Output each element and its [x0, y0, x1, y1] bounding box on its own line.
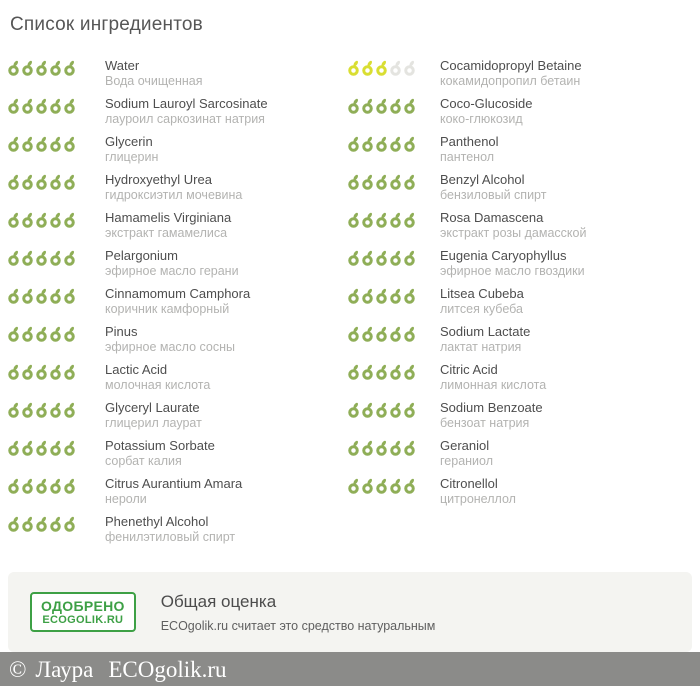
ingredient-row [348, 286, 692, 318]
rating-leaf-icon [404, 478, 416, 494]
rating-leaf-icon [390, 136, 402, 152]
ingredient-name: Cinnamomum Camphora [105, 286, 251, 301]
rating-leaf-icon [376, 440, 388, 456]
ingredient-row [348, 134, 692, 166]
rating-icons [348, 96, 440, 114]
footer-site-link[interactable]: ECOgolik.ru [108, 656, 227, 682]
ingredient-name: Sodium Lactate [440, 324, 531, 339]
ingredient-row [8, 210, 348, 242]
rating-leaf-icon [22, 402, 34, 418]
rating-leaf-icon [362, 98, 374, 114]
rating-leaf-icon [36, 250, 48, 266]
rating-leaf-icon [50, 402, 62, 418]
rating-leaf-icon [50, 98, 62, 114]
rating-leaf-icon [50, 326, 62, 342]
ingredient-row [348, 172, 692, 204]
rating-leaf-icon [362, 174, 374, 190]
ingredient-row [348, 248, 692, 280]
ingredient-names [440, 58, 582, 89]
rating-leaf-icon [36, 136, 48, 152]
ingredient-name-ru: лимонная кислота [440, 378, 547, 392]
ingredient-name: Sodium Benzoate [440, 400, 543, 415]
rating-leaf-icon [36, 60, 48, 76]
rating-leaf-icon [404, 402, 416, 418]
rating-leaf-icon [390, 60, 402, 76]
rating-leaf-icon [8, 136, 20, 152]
rating-icons [8, 438, 105, 456]
ingredient-names [105, 514, 235, 545]
rating-leaf-icon [376, 250, 388, 266]
rating-icons [8, 96, 105, 114]
rating-leaf-icon [64, 174, 76, 190]
ingredients-column-left [8, 58, 348, 552]
ingredient-name-ru: коричник камфорный [105, 302, 230, 316]
rating-icons [348, 134, 440, 152]
rating-icons [8, 134, 105, 152]
approved-badge-label: ОДОБРЕНО [41, 597, 125, 614]
rating-leaf-icon [36, 440, 48, 456]
rating-leaf-icon [348, 136, 360, 152]
ingredient-name: Hydroxyethyl Urea [105, 172, 212, 187]
ingredient-name-ru: молочная кислота [105, 378, 211, 392]
ingredient-row [348, 476, 692, 508]
approved-badge-site: ECOGOLIK.RU [42, 613, 124, 626]
ingredient-name: Potassium Sorbate [105, 438, 215, 453]
rating-leaf-icon [8, 402, 20, 418]
ingredient-row [348, 400, 692, 432]
ingredient-names [105, 134, 158, 165]
rating-leaf-icon [36, 98, 48, 114]
rating-leaf-icon [22, 288, 34, 304]
rating-leaf-icon [50, 250, 62, 266]
ingredient-names [440, 96, 533, 127]
ingredient-name-ru: лауроил саркозинат натрия [105, 112, 265, 126]
rating-leaf-icon [362, 440, 374, 456]
rating-leaf-icon [36, 174, 48, 190]
ingredient-name: Phenethyl Alcohol [105, 514, 209, 529]
rating-leaf-icon [22, 516, 34, 532]
rating-leaf-icon [22, 136, 34, 152]
rating-leaf-icon [8, 288, 20, 304]
rating-leaf-icon [376, 98, 388, 114]
ingredient-name: Citronellol [440, 476, 498, 491]
rating-leaf-icon [404, 440, 416, 456]
rating-leaf-icon [22, 60, 34, 76]
rating-leaf-icon [390, 288, 402, 304]
rating-icons [348, 438, 440, 456]
ingredient-name-ru: эфирное масло герани [105, 264, 239, 278]
ingredient-row [8, 248, 348, 280]
rating-leaf-icon [404, 326, 416, 342]
rating-leaf-icon [36, 402, 48, 418]
ingredients-grid [8, 58, 692, 552]
rating-icons [8, 476, 105, 494]
ingredient-row [348, 438, 692, 470]
ingredient-row [8, 476, 348, 508]
rating-icons [8, 248, 105, 266]
ingredient-name: Glycerin [105, 134, 153, 149]
rating-leaf-icon [362, 326, 374, 342]
rating-icons [8, 324, 105, 342]
ingredient-row [8, 58, 348, 90]
rating-leaf-icon [404, 136, 416, 152]
rating-leaf-icon [64, 212, 76, 228]
ingredient-name-ru: глицерил лаурат [105, 416, 202, 430]
rating-leaf-icon [376, 326, 388, 342]
rating-leaf-icon [22, 212, 34, 228]
ingredient-name-ru: цитронеллол [440, 492, 516, 506]
ingredient-names [105, 400, 202, 431]
ingredient-names [440, 248, 585, 279]
rating-leaf-icon [8, 212, 20, 228]
rating-icons [8, 286, 105, 304]
ingredient-names [105, 96, 268, 127]
rating-leaf-icon [390, 326, 402, 342]
rating-leaf-icon [8, 250, 20, 266]
ingredient-name: Sodium Lauroyl Sarcosinate [105, 96, 268, 111]
ingredient-row [8, 134, 348, 166]
ingredient-name: Eugenia Caryophyllus [440, 248, 567, 263]
ingredient-name-ru: нероли [105, 492, 147, 506]
rating-leaf-icon [50, 516, 62, 532]
ingredient-name: Coco-Glucoside [440, 96, 533, 111]
rating-leaf-icon [8, 60, 20, 76]
rating-leaf-icon [348, 326, 360, 342]
rating-leaf-icon [390, 364, 402, 380]
ingredient-name-ru: лактат натрия [440, 340, 522, 354]
rating-icons [8, 210, 105, 228]
ingredient-name-ru: экстракт гамамелиса [105, 226, 228, 240]
ingredient-names [440, 210, 586, 241]
rating-leaf-icon [348, 174, 360, 190]
rating-leaf-icon [362, 402, 374, 418]
overall-rating-title: Общая оценка [160, 591, 277, 611]
rating-leaf-icon [348, 288, 360, 304]
rating-leaf-icon [404, 98, 416, 114]
rating-leaf-icon [8, 478, 20, 494]
rating-leaf-icon [64, 402, 76, 418]
ingredient-name: Glyceryl Laurate [105, 400, 200, 415]
rating-leaf-icon [390, 98, 402, 114]
rating-leaf-icon [390, 440, 402, 456]
ingredient-name-ru: гидроксиэтил мочевина [105, 188, 243, 202]
rating-leaf-icon [36, 326, 48, 342]
ingredient-names [440, 362, 546, 393]
rating-leaf-icon [376, 288, 388, 304]
rating-leaf-icon [362, 136, 374, 152]
ingredient-names [105, 438, 215, 469]
ingredient-name-ru: фенилэтиловый спирт [105, 530, 236, 544]
rating-leaf-icon [64, 60, 76, 76]
rating-leaf-icon [348, 212, 360, 228]
ingredient-names [105, 172, 242, 203]
ingredient-row [348, 96, 692, 128]
ingredient-name: Pelargonium [105, 248, 178, 263]
rating-leaf-icon [36, 212, 48, 228]
ingredient-name-ru: бензоат натрия [440, 416, 530, 430]
ingredient-row [8, 514, 348, 546]
footer [0, 652, 700, 686]
rating-leaf-icon [348, 364, 360, 380]
ingredient-name-ru: сорбат калия [105, 454, 182, 468]
rating-icons [8, 172, 105, 190]
rating-leaf-icon [50, 136, 62, 152]
rating-leaf-icon [36, 364, 48, 380]
ingredient-names [440, 134, 499, 165]
rating-leaf-icon [64, 326, 76, 342]
ingredient-names [440, 438, 493, 469]
ingredient-name: Rosa Damascena [440, 210, 544, 225]
ingredient-name-ru: эфирное масло сосны [105, 340, 236, 354]
ingredient-name: Hamamelis Virginiana [105, 210, 232, 225]
ingredient-names [440, 172, 546, 203]
rating-icons [348, 172, 440, 190]
rating-icons [348, 286, 440, 304]
rating-leaf-icon [348, 60, 360, 76]
ingredient-name-ru: пантенол [440, 150, 495, 164]
rating-leaf-icon [8, 98, 20, 114]
rating-leaf-icon [64, 364, 76, 380]
ingredient-name-ru: гераниол [440, 454, 493, 468]
ingredient-row [348, 210, 692, 242]
rating-leaf-icon [362, 364, 374, 380]
rating-leaf-icon [404, 174, 416, 190]
rating-leaf-icon [50, 60, 62, 76]
ingredient-names [105, 324, 235, 355]
ingredient-name-ru: глицерин [105, 150, 159, 164]
rating-leaf-icon [64, 440, 76, 456]
rating-leaf-icon [50, 288, 62, 304]
rating-icons [348, 58, 440, 76]
ingredient-row [8, 362, 348, 394]
rating-icons [348, 476, 440, 494]
ingredient-name-ru: литсея кубеба [440, 302, 523, 316]
rating-leaf-icon [64, 288, 76, 304]
rating-leaf-icon [362, 288, 374, 304]
rating-leaf-icon [348, 402, 360, 418]
rating-leaf-icon [36, 516, 48, 532]
rating-leaf-icon [22, 326, 34, 342]
rating-leaf-icon [390, 478, 402, 494]
rating-leaf-icon [362, 250, 374, 266]
ingredient-name-ru: эфирное масло гвоздики [440, 264, 585, 278]
rating-leaf-icon [404, 250, 416, 266]
rating-leaf-icon [8, 174, 20, 190]
rating-leaf-icon [376, 478, 388, 494]
ingredient-row [348, 58, 692, 90]
rating-leaf-icon [362, 212, 374, 228]
ingredient-names [440, 476, 516, 507]
ingredient-row [8, 96, 348, 128]
ingredient-name-ru: экстракт розы дамасской [440, 226, 587, 240]
ingredient-name: Water [105, 58, 140, 73]
rating-leaf-icon [64, 516, 76, 532]
rating-leaf-icon [376, 136, 388, 152]
rating-icons [348, 324, 440, 342]
rating-leaf-icon [64, 98, 76, 114]
rating-leaf-icon [22, 250, 34, 266]
ingredients-column-right [348, 58, 692, 514]
rating-leaf-icon [22, 174, 34, 190]
ingredient-name-ru: кокамидопропил бетаин [440, 74, 581, 88]
ingredient-row [8, 438, 348, 470]
ingredient-row [8, 324, 348, 356]
rating-icons [8, 400, 105, 418]
rating-leaf-icon [50, 440, 62, 456]
rating-leaf-icon [8, 440, 20, 456]
rating-leaf-icon [376, 174, 388, 190]
footer-author: Лаура [35, 656, 94, 682]
rating-leaf-icon [376, 402, 388, 418]
rating-leaf-icon [8, 516, 20, 532]
rating-icons [348, 248, 440, 266]
rating-icons [348, 210, 440, 228]
rating-leaf-icon [50, 174, 62, 190]
rating-leaf-icon [22, 478, 34, 494]
rating-leaf-icon [404, 288, 416, 304]
ingredient-row [8, 400, 348, 432]
ingredient-name: Pinus [105, 324, 138, 339]
ingredient-name: Geraniol [440, 438, 490, 453]
ingredient-names [440, 400, 543, 431]
ingredient-name-ru: коко-глюкозид [440, 112, 523, 126]
ingredient-names [440, 286, 524, 317]
ingredient-name-ru: бензиловый спирт [440, 188, 547, 202]
ingredient-names [105, 286, 250, 317]
rating-leaf-icon [376, 60, 388, 76]
ingredient-name: Citric Acid [440, 362, 498, 377]
ingredient-names [440, 324, 530, 355]
ingredient-name: Panthenol [440, 134, 499, 149]
rating-leaf-icon [404, 212, 416, 228]
overall-rating-card [8, 572, 692, 652]
approved-badge [30, 592, 136, 633]
ingredient-row [348, 362, 692, 394]
rating-leaf-icon [64, 136, 76, 152]
rating-icons [8, 362, 105, 380]
ingredient-name: Citrus Aurantium Amara [105, 476, 243, 491]
rating-leaf-icon [64, 478, 76, 494]
rating-leaf-icon [8, 364, 20, 380]
rating-leaf-icon [390, 402, 402, 418]
rating-leaf-icon [348, 98, 360, 114]
rating-leaf-icon [362, 60, 374, 76]
rating-leaf-icon [50, 478, 62, 494]
overall-rating-text-block [161, 592, 436, 633]
rating-leaf-icon [64, 250, 76, 266]
ingredient-row [348, 324, 692, 356]
overall-rating-verdict: ECOgolik.ru считает это средство натуральным [160, 618, 436, 633]
rating-leaf-icon [376, 364, 388, 380]
ingredient-name: Cocamidopropyl Betaine [440, 58, 582, 73]
rating-leaf-icon [390, 250, 402, 266]
rating-leaf-icon [22, 364, 34, 380]
rating-leaf-icon [404, 60, 416, 76]
rating-leaf-icon [404, 364, 416, 380]
rating-leaf-icon [8, 326, 20, 342]
rating-leaf-icon [36, 288, 48, 304]
rating-leaf-icon [362, 478, 374, 494]
ingredient-name: Benzyl Alcohol [440, 172, 525, 187]
ingredient-name: Litsea Cubeba [440, 286, 524, 301]
ingredient-names [105, 476, 242, 507]
rating-icons [8, 58, 105, 76]
ingredient-name-ru: Вода очищенная [105, 74, 203, 88]
rating-leaf-icon [348, 440, 360, 456]
ingredient-names [105, 58, 203, 89]
ingredient-row [8, 286, 348, 318]
copyright-icon: © [9, 656, 27, 682]
rating-icons [348, 362, 440, 380]
rating-leaf-icon [348, 478, 360, 494]
rating-leaf-icon [50, 212, 62, 228]
rating-leaf-icon [390, 174, 402, 190]
ingredient-name: Lactic Acid [105, 362, 168, 377]
rating-leaf-icon [36, 478, 48, 494]
ingredient-names [105, 248, 239, 279]
ingredient-names [105, 362, 210, 393]
rating-leaf-icon [50, 364, 62, 380]
page-title: Список ингредиентов [10, 14, 203, 35]
rating-leaf-icon [22, 440, 34, 456]
ingredient-row [8, 172, 348, 204]
rating-leaf-icon [390, 212, 402, 228]
rating-leaf-icon [376, 212, 388, 228]
ingredient-names [105, 210, 231, 241]
rating-icons [8, 514, 105, 532]
rating-icons [348, 400, 440, 418]
rating-leaf-icon [348, 250, 360, 266]
rating-leaf-icon [22, 98, 34, 114]
